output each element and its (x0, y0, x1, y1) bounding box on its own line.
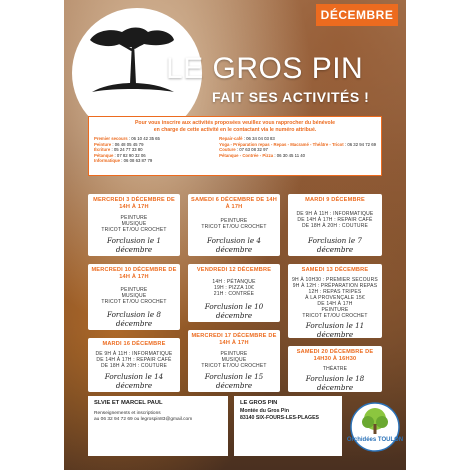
event-activity: 12H : REPAS TRIPES (308, 288, 362, 295)
event-date: MERCREDI 3 DÉCEMBRE DE 14H À 17H (93, 197, 175, 210)
info-box (88, 116, 382, 176)
event-activity: TRICOT ET/OU CROCHET (302, 313, 368, 320)
event-activity: 19H : PIZZA 10€ (214, 285, 254, 292)
event-date: SAMEDI 6 DÉCEMBRE DE 14H À 17H (191, 197, 277, 210)
event-activity: 14H : PÉTANQUE (212, 279, 256, 286)
event-forclusion: Forclusion le 7 décembre (308, 236, 362, 254)
venue-address: Montée du Gros Pin (240, 408, 289, 414)
contact-line: Yoga - Préparation repas - Repas - Macramé - Théâtre - Tricot : 06 32 94 72 69 (219, 141, 376, 147)
event-card (188, 264, 280, 322)
month-badge: DÉCEMBRE (316, 4, 398, 26)
event-activity: À LA PROVENÇALE 15€ (305, 295, 365, 302)
event-activity: MUSIQUE (221, 356, 247, 363)
event-activity: TRICOT ET/OU CROCHET (201, 223, 267, 230)
event-card (188, 194, 280, 256)
contact-line[interactable]: au 06 32 94 72 69 ou legrospin83@gmail.com (94, 417, 193, 423)
contact-line: Repair-café : 06 34 04 03 83 (219, 136, 275, 141)
contacts-right (219, 136, 376, 164)
event-forclusion: Forclusion le 15 décembre (204, 372, 264, 390)
contact-line: Pétanque - Contrée - Pizza : 06 30 45 11 40 (219, 152, 306, 158)
page-title: LE GROS PIN (166, 52, 364, 85)
event-activity: DE 18H À 20H : COUTURE (301, 223, 369, 230)
venue-box (234, 396, 342, 456)
event-card (288, 264, 382, 338)
event-card (88, 338, 180, 392)
event-date: MERCREDI 17 DÉCEMBRE DE 14H À 17H (191, 333, 277, 346)
contacts-left (94, 136, 211, 164)
event-forclusion: Forclusion le 14 décembre (104, 372, 164, 390)
partner-logo-text: Orchidées TOULON (346, 437, 404, 443)
event-activity: PEINTURE (120, 286, 148, 293)
event-activity: PEINTURE (220, 217, 248, 224)
event-activity: TRICOT ET/OU CROCHET (101, 298, 167, 305)
event-activity: DE 14H À 17H : REPAIR CAFÉ (297, 217, 373, 224)
event-activity: DE 14H À 17H : REPAIR CAFÉ (96, 357, 172, 364)
event-activity: PEINTURE (120, 214, 148, 221)
event-activity: DE 9H À 11H : INFORMATIQUE (296, 211, 374, 218)
event-date: VENDREDI 12 DÉCEMBRE (196, 267, 272, 273)
event-activity: TRICOT ET/OU CROCHET (201, 362, 267, 369)
page-subtitle: FAIT SES ACTIVITÉS ! (212, 89, 370, 105)
contact-line: Couture : 07 63 08 32 97 (219, 147, 268, 153)
event-activity: THÉATRE (322, 365, 348, 372)
contact-line: Renseignements et inscriptions (94, 411, 161, 416)
poster (64, 0, 406, 470)
footer (88, 396, 404, 456)
event-activity: PEINTURE (321, 307, 349, 314)
venue-address: 83140 SIX-FOURS-LES-PLAGES (240, 414, 319, 421)
event-card (288, 194, 382, 256)
event-card (288, 346, 382, 392)
info-intro: Pour vous inscrire aux activités proposées veuillez vous rapprocher du bénévole en charge de cette activité en le contactant via le numéro attribué. (134, 120, 336, 133)
venue-name: LE GROS PIN (240, 400, 278, 406)
event-forclusion: Forclusion le 18 décembre (305, 373, 365, 392)
event-date: SAMEDI 20 DÉCEMBRE DE 14H30 À 16H30 (296, 349, 374, 362)
event-activity: 9H À 12H : PRÉPARATION REPAS (292, 282, 378, 289)
partner-logo (346, 402, 404, 452)
contact-line: Peinture : 06 48 05 45 79 (94, 141, 144, 147)
contact-line: Pétanque : 07 82 90 32 06 (94, 152, 146, 158)
event-forclusion: Forclusion le 4 décembre (207, 236, 261, 254)
contact-line: Premier secours : 06 10 42 35 65 (94, 136, 160, 141)
event-activity: DE 18H À 20H : COUTURE (100, 363, 168, 370)
event-activity: 9H À 10H30 : PREMIER SECOURS (292, 276, 378, 283)
event-activity: DE 14H À 17H (317, 301, 353, 308)
contact-line: Informatique : 06 08 63 87 79 (94, 158, 153, 164)
event-activity: MUSIQUE (121, 292, 147, 299)
contact-name: SLVIE ET MARCEL PAUL (94, 400, 163, 406)
event-date: MARDI 9 DÉCEMBRE (305, 197, 365, 203)
event-activity: PEINTURE (220, 350, 248, 357)
event-forclusion: Forclusion le 10 décembre (204, 302, 264, 320)
event-forclusion: Forclusion le 8 décembre (107, 310, 161, 328)
event-forclusion: Forclusion le 11 décembre (305, 321, 365, 340)
event-date: MARDI 16 DÉCEMBRE (102, 341, 166, 347)
event-card (88, 264, 180, 330)
event-activity: MUSIQUE (121, 220, 147, 227)
event-activity: DE 9H À 11H : INFORMATIQUE (95, 351, 173, 358)
event-card (88, 194, 180, 256)
contact-line: Écriture : 05 24 77 33 80 (94, 147, 143, 153)
event-card (188, 330, 280, 392)
event-forclusion: Forclusion le 1 décembre (107, 236, 161, 254)
event-date: SAMEDI 13 DÉCEMBRE (301, 267, 369, 273)
event-activity: 21H : CONTRÉE (213, 291, 255, 298)
event-date: MERCREDI 10 DÉCEMBRE DE 14H À 17H (91, 267, 177, 280)
event-activity: TRICOT ET/OU CROCHET (101, 226, 167, 233)
contact-box (88, 396, 228, 456)
